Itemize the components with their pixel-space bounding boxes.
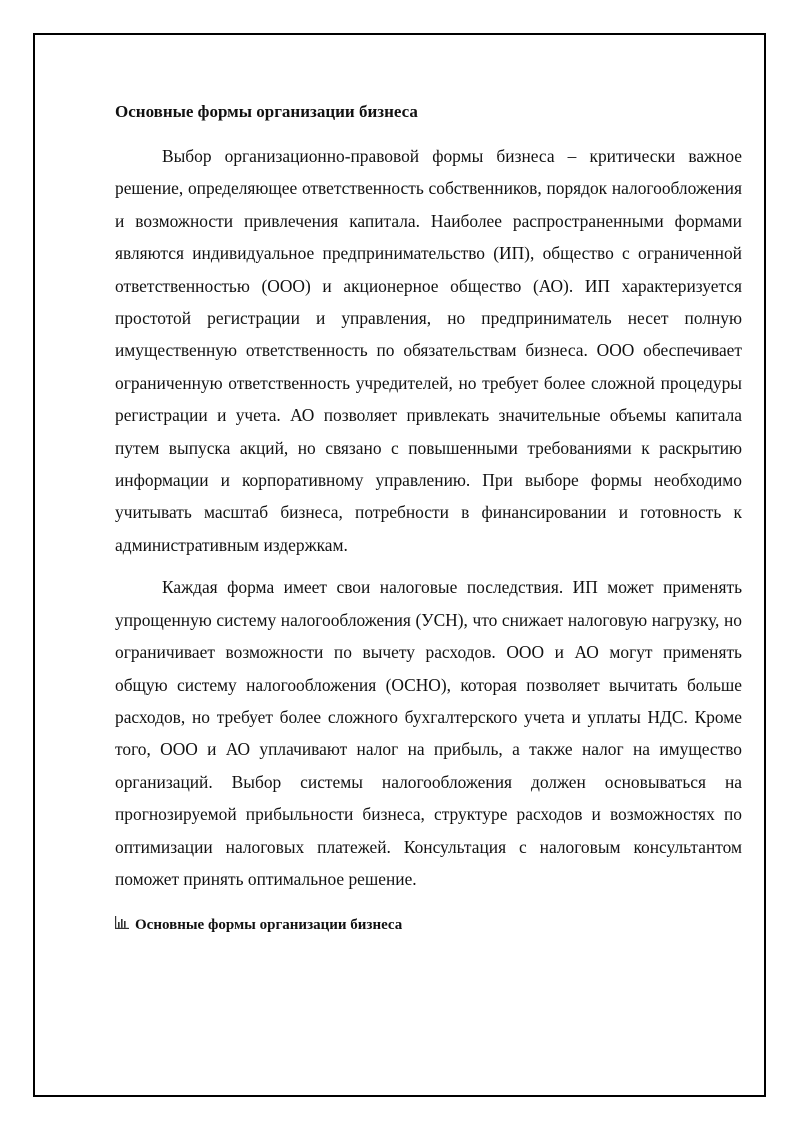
bar-chart-icon	[115, 915, 129, 935]
paragraph-business-forms: Выбор организационно-правовой формы бизнеса – критически важное решение, определяющее ответственность собственников, порядок налогообложения и возможности привлечения капитала. Наиболее распространенными формами являются индивидуальное предпринимательство (ИП), общество с ограниченной ответственностью (ООО) и акционерное общество (АО). ИП характеризуется простотой регистрации и управления, но предприниматель несет полную имущественную ответственность по обязательствам бизнеса. ООО обеспечивает ограниченную ответственность учредителей, но требует более сложной процедуры регистрации и учета. АО позволяет привлекать значительные объемы капитала путем выпуска акций, но связано с повышенными требованиями к раскрытию информации и корпоративному управлению. При выборе формы необходимо учитывать масштаб бизнеса, потребности в финансировании и готовность к административным издержкам.	[115, 146, 742, 555]
paragraph-tax-consequences: Каждая форма имеет свои налоговые последствия. ИП может применять упрощенную систему налогообложения (УСН), что снижает налоговую нагрузку, но ограничивает возможности по вычету расходов. ООО и АО могут применять общую систему налогообложения (ОСНО), которая позволяет вычитать больше расходов, но требует более сложного бухгалтерского учета и уплаты НДС. Кроме того, ООО и АО уплачивают налог на прибыль, а также налог на имущество организаций. Выбор системы налогообложения должен основываться на прогнозируемой прибыльности бизнеса, структуре расходов и возможностях по оптимизации налоговых платежей. Консультация с налоговым консультантом поможет принять оптимальное решение.	[115, 577, 742, 889]
chart-caption-text: Основные формы организации бизнеса	[135, 917, 403, 934]
document-body	[115, 100, 742, 935]
chart-caption	[115, 915, 742, 935]
document-heading: Основные формы организации бизнеса	[115, 102, 418, 121]
